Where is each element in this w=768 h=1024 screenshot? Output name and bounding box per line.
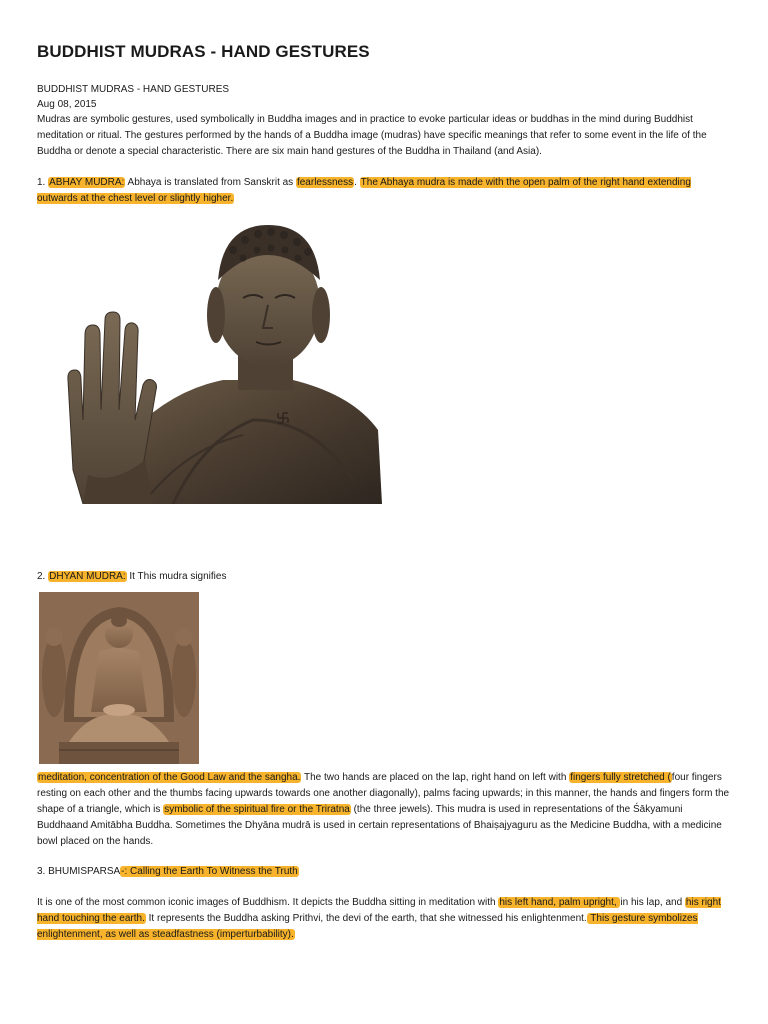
text-span: It represents the Buddha asking Prithvi, the devi of the earth, that she witnessed his enlightenment. (145, 913, 587, 924)
highlight-span: The Abhaya mudra is made with the open palm of the right hand extending outwards at the chest level or slightly higher. (37, 177, 691, 204)
highlight-span: his right hand touching the earth. (37, 897, 721, 924)
publish-date: Aug 08, 2015 (37, 99, 97, 110)
meditating-buddha-illustration (39, 592, 199, 764)
subtitle: BUDDHIST MUDRAS - HAND GESTURES (37, 84, 230, 95)
highlight-span: fearlessness (296, 177, 354, 188)
text-span: Abhaya is translated from Sanskrit as (125, 177, 296, 188)
highlight-span: meditation, concentration of the Good Law and the sangha. (38, 772, 301, 783)
section-bhumisparsa-paragraph (37, 895, 732, 943)
mudra-name-highlight: DHYAN MUDRA: (49, 571, 126, 582)
text-span: The two hands are placed on the lap, right hand on left with (301, 772, 570, 783)
buddha-statue-illustration (53, 220, 382, 504)
text-span: . (354, 177, 360, 188)
section-number: 1. (37, 177, 49, 188)
section-number: 3. BHUMISPARSA (37, 866, 121, 877)
highlight-span: symbolic of the spiritual fire or the Triratna (164, 804, 350, 815)
section-dhyan-heading (37, 569, 732, 585)
section-dhyan-paragraph (37, 770, 732, 850)
page-title: BUDDHIST MUDRAS - HAND GESTURES (37, 42, 370, 61)
mudra-name-highlight: ABHAY MUDRA: (49, 177, 125, 188)
highlight-span: fingers fully stretched ( (570, 772, 671, 783)
section-abhaya-paragraph (37, 175, 732, 207)
text-span: (the three jewels). This mudra is used in representations of the Śākyamuni Buddhaand Amitābha Buddha. Sometimes the Dhyāna mudrā is used in certain representations of Bhaiṣajyaguru as the Medicine Buddha, with a medicine bowl placed on the hands. (37, 804, 722, 847)
text-span: It This mudra signifies (126, 571, 227, 582)
dhyan-buddha-image (39, 592, 199, 764)
text-span: It is one of the most common iconic images of Buddhism. It depicts the Buddha sitting in meditation with (37, 897, 499, 908)
section-number: 2. (37, 571, 49, 582)
mudra-name-highlight: -: Calling the Earth To Witness the Truth (121, 866, 298, 877)
abhaya-buddha-image (53, 220, 382, 504)
text-span: in his lap, and (620, 897, 685, 908)
section-bhumisparsa-heading (37, 864, 732, 880)
highlight-span: This gesture symbolizes enlightenment, as well as steadfastness (imperturbability). (37, 913, 698, 940)
highlight-span: his left hand, palm upright, (499, 897, 620, 908)
text-span: four fingers resting on each other and the thumbs facing upwards towards one another diagonally), palms facing upwards; in this manner, the hands and fingers form the shape of a triangle, which is (37, 772, 730, 815)
intro-paragraph: Mudras are symbolic gestures, used symbolically in Buddha images and in practice to evoke particular ideas or buddhas in the mind during Buddhist meditation or ritual. The gestures performed by the hands of a Buddha image (mudras) have specific meanings that refer to some event in the life of the Buddha or denote a special characteristic. There are six main hand gestures of the Buddha in Thailand (and Asia). (37, 114, 707, 157)
